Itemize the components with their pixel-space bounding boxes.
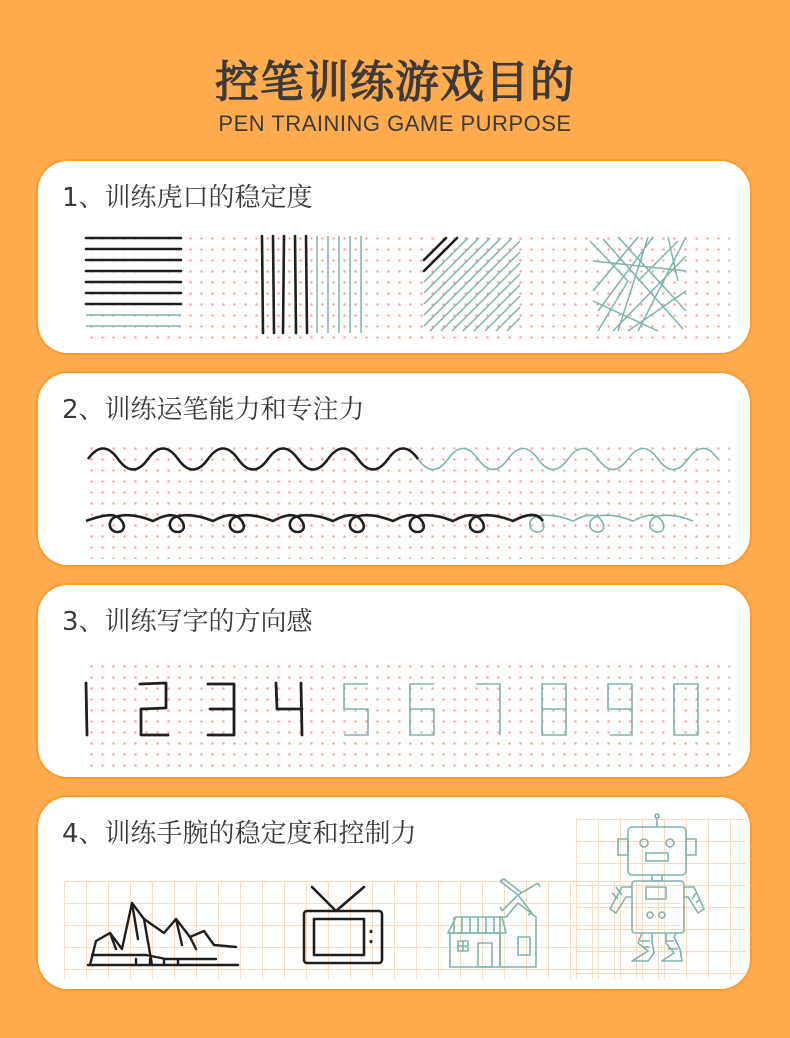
windmill-house-icon (444, 877, 554, 977)
card-wrist-stability-control (38, 797, 750, 989)
card-title: 1、训练虎口的稳定度 (62, 183, 313, 213)
card-title: 3、训练写字的方向感 (62, 607, 313, 637)
wave-ink (88, 449, 418, 470)
stroke-practice-lines (38, 161, 750, 353)
card-writing-direction (38, 585, 750, 777)
card-title: 2、训练运笔能力和专注力 (62, 395, 365, 425)
page-subtitle: PEN TRAINING GAME PURPOSE (218, 111, 572, 136)
wave-loop-tracks (38, 373, 750, 565)
digit-tracing (38, 585, 750, 777)
tv-icon (300, 883, 390, 973)
robot-icon (604, 813, 714, 973)
page-title: 控笔训练游戏目的 (215, 57, 575, 108)
card-title: 4、训练手腕的稳定度和控制力 (62, 819, 417, 849)
wave-trace (88, 449, 718, 470)
card-tiger-mouth-stability (38, 161, 750, 353)
card-pen-control-focus (38, 373, 750, 565)
loop-ink (86, 515, 543, 532)
sydney-opera-house-icon (86, 889, 246, 969)
